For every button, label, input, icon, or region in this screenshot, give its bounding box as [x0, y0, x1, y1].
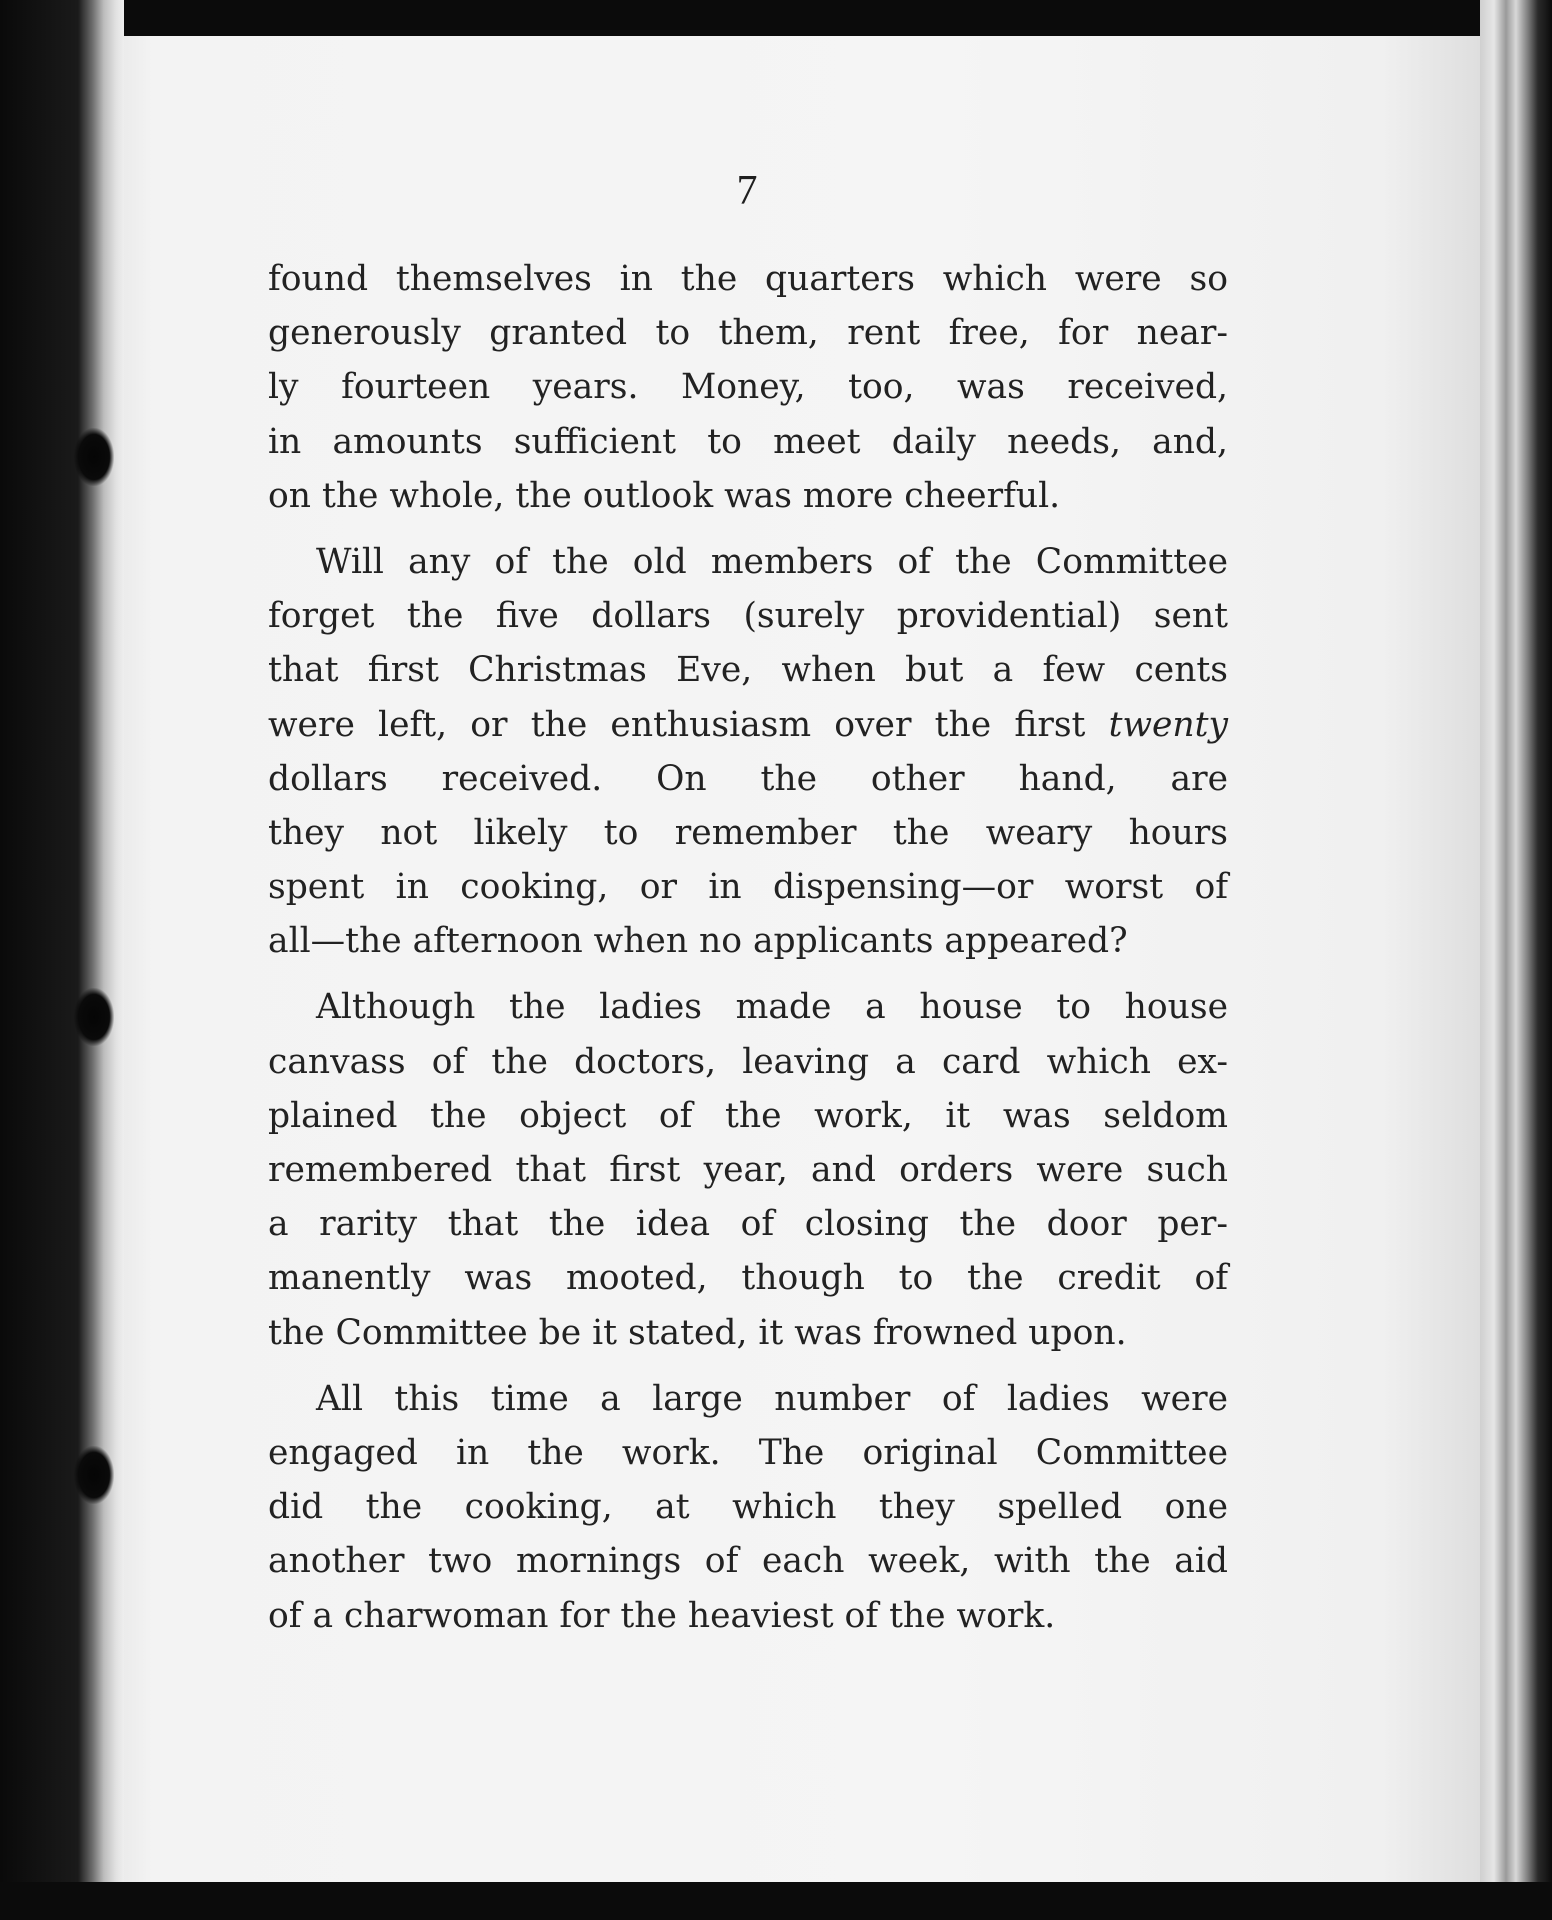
text-line: a rarity that the idea of closing the door per- — [268, 1204, 1228, 1245]
text-line-part: were left, or the enthusiasm over the first — [268, 704, 1086, 745]
book-binding-edge — [0, 0, 124, 1920]
text-line: Although the ladies made a house to house — [316, 987, 1228, 1028]
text-line: forget the five dollars (surely providential) sent — [268, 596, 1228, 637]
text-line: they not likely to remember the weary hours — [268, 812, 1228, 853]
text-line: another two mornings of each week, with the aid — [268, 1541, 1228, 1582]
text-line-with-italic — [268, 698, 1228, 752]
text-line: dollars received. On the other hand, are — [268, 758, 1228, 799]
text-line: on the whole, the outlook was more cheerful. — [268, 475, 1061, 516]
text-line: Will any of the old members of the Committee — [316, 541, 1228, 582]
text-line: did the cooking, at which they spelled one — [268, 1487, 1228, 1528]
binding-stitch — [74, 1446, 114, 1504]
italic-word: twenty — [1108, 704, 1228, 745]
text-line: engaged in the work. The original Committee — [268, 1432, 1228, 1473]
paragraph — [268, 1372, 1228, 1643]
text-line: in amounts sufficient to meet daily needs, and, — [268, 421, 1228, 462]
text-line: remembered that first year, and orders were such — [268, 1150, 1228, 1190]
text-line: canvass of the doctors, leaving a card which ex- — [268, 1041, 1228, 1082]
binding-stitch — [74, 428, 114, 486]
page-number: 7 — [736, 168, 758, 214]
body-text — [268, 252, 1228, 1655]
text-line: that first Christmas Eve, when but a few cents — [268, 650, 1228, 691]
text-line: manently was mooted, though to the credit of — [268, 1258, 1228, 1299]
text-line: spent in cooking, or in dispensing—or worst of — [268, 867, 1228, 908]
scan-top-edge — [0, 0, 1552, 40]
paragraph — [268, 980, 1228, 1359]
text-line: ly fourteen years. Money, too, was received, — [268, 367, 1228, 408]
text-line: plained the object of the work, it was seldom — [268, 1095, 1228, 1136]
paragraph — [268, 252, 1228, 523]
binding-stitch — [74, 988, 114, 1046]
paragraph — [268, 535, 1228, 969]
text-line: all—the afternoon when no applicants appeared? — [268, 921, 1128, 962]
text-line: of a charwoman for the heaviest of the work. — [268, 1595, 1056, 1636]
text-line: All this time a large number of ladies were — [316, 1378, 1228, 1419]
scan-bottom-edge — [0, 1882, 1552, 1920]
page-stack-edge — [1480, 0, 1552, 1920]
text-line: found themselves in the quarters which were so — [268, 259, 1228, 299]
text-line: the Committee be it stated, it was frowned upon. — [268, 1312, 1127, 1353]
text-line: generously granted to them, rent free, for near- — [268, 313, 1228, 354]
